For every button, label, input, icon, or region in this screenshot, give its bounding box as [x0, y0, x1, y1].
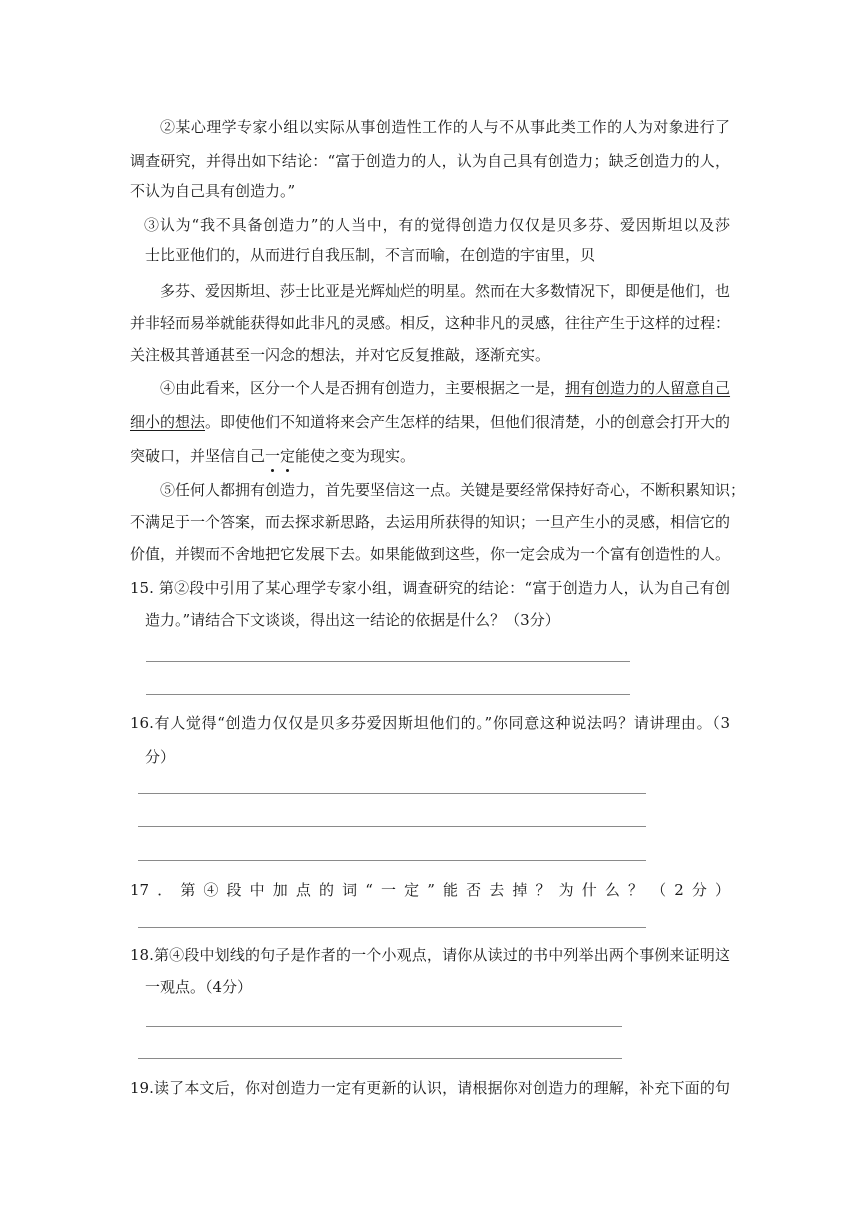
paragraph-5-line-2: 不满足于一个答案，而去探求新思路，去运用所获得的知识；一旦产生小的灵感，相信它的	[130, 513, 731, 531]
paragraph-2-line-3: 不认为自己具有创造力。”	[130, 182, 296, 200]
paragraph-4-line-3-prefix: 突破口，并坚信自己	[130, 447, 266, 465]
paragraph-3-line-2: 士比亚他们的，从而进行自我压制，不言而喻，在创造的宇宙里，贝	[145, 246, 596, 264]
paragraph-4-line-1	[160, 378, 730, 398]
answer-line-18-2[interactable]	[138, 1058, 622, 1059]
answer-line-16-2[interactable]	[138, 826, 646, 827]
dotted-char-ding: 定	[280, 447, 296, 465]
question-15-line-2: 造力。”请结合下文谈谈，得出这一结论的依据是什么？（3分）	[145, 611, 560, 629]
answer-line-15-1[interactable]	[146, 661, 630, 662]
paragraph-5-line-1: ⑤任何人都拥有创造力，首先要坚信这一点。关键是要经常保持好奇心，不断积累知识；	[160, 481, 746, 499]
answer-line-16-1[interactable]	[138, 793, 646, 794]
underlined-sentence-part-2: 细小的想法	[130, 413, 206, 431]
answer-line-18-1[interactable]	[146, 1026, 622, 1027]
paragraph-2-line-2: 调查研究，并得出如下结论：“富于创造力的人，认为自己具有创造力；缺乏创造力的人，	[130, 152, 730, 170]
question-16-line-1: 16.有人觉得“创造力仅仅是贝多芬爱因斯坦他们的。”你同意这种说法吗？请讲理由。（3	[130, 714, 730, 732]
answer-line-17-1[interactable]	[138, 927, 646, 928]
paragraph-3-line-4: 并非轻而易举就能获得如此非凡的灵感。相反，这种非凡的灵感，往往产生于这样的过程：	[130, 314, 731, 332]
paragraph-5-line-3: 价值，并锲而不舍地把它发展下去。如果能做到这些，你一定会成为一个富有创造性的人。	[130, 545, 731, 563]
question-18-line-1: 18.第④段中划线的句子是作者的一个小观点，请你从读过的书中列举出两个事例来证明这	[130, 946, 730, 964]
answer-line-16-3[interactable]	[138, 860, 646, 861]
paragraph-3-line-1: ③认为“我不具备创造力”的人当中，有的觉得创造力仅仅是贝多芬、爱因斯坦以及莎	[144, 216, 730, 234]
question-19-line-1: 19.读了本文后，你对创造力一定有更新的认识，请根据你对创造力的理解，补充下面的句	[130, 1079, 730, 1097]
paragraph-4-line-1-text: ④由此看来，区分一个人是否拥有创造力，主要根据之一是，	[160, 379, 566, 397]
paragraph-3-line-3: 多芬、爱因斯坦、莎士比亚是光辉灿烂的明星。然而在大多数情况下，即便是他们，也	[160, 282, 731, 300]
paragraph-4-line-2-text: 。即使他们不知道将来会产生怎样的结果，但他们很清楚，小的创意会打开大的	[205, 413, 731, 431]
paragraph-4-line-3-suffix: 能使之变为现实。	[295, 447, 416, 465]
paragraph-3-line-5: 关注极其普通甚至一闪念的想法，并对它反复推敲，逐渐充实。	[130, 346, 551, 364]
answer-line-15-2[interactable]	[146, 694, 630, 695]
question-15-line-1: 15. 第②段中引用了某心理学专家小组，调查研究的结论：“富于创造力人，认为自己有创	[130, 579, 730, 597]
paragraph-4-line-2	[130, 412, 730, 432]
paragraph-2-line-1: ②某心理学专家小组以实际从事创造性工作的人与不从事此类工作的人为对象进行了	[160, 118, 730, 136]
underlined-sentence-part-1: 拥有创造力的人留意自己	[565, 379, 731, 397]
dotted-char-yi: 一	[265, 447, 281, 465]
question-17-line-1: 17．第④段中加点的词“一定”能否去掉？为什么？（2分）	[130, 881, 730, 899]
paragraph-4-line-3	[130, 446, 415, 466]
question-18-line-2: 一观点。（4分）	[145, 978, 253, 996]
question-16-line-2: 分）	[145, 748, 176, 766]
